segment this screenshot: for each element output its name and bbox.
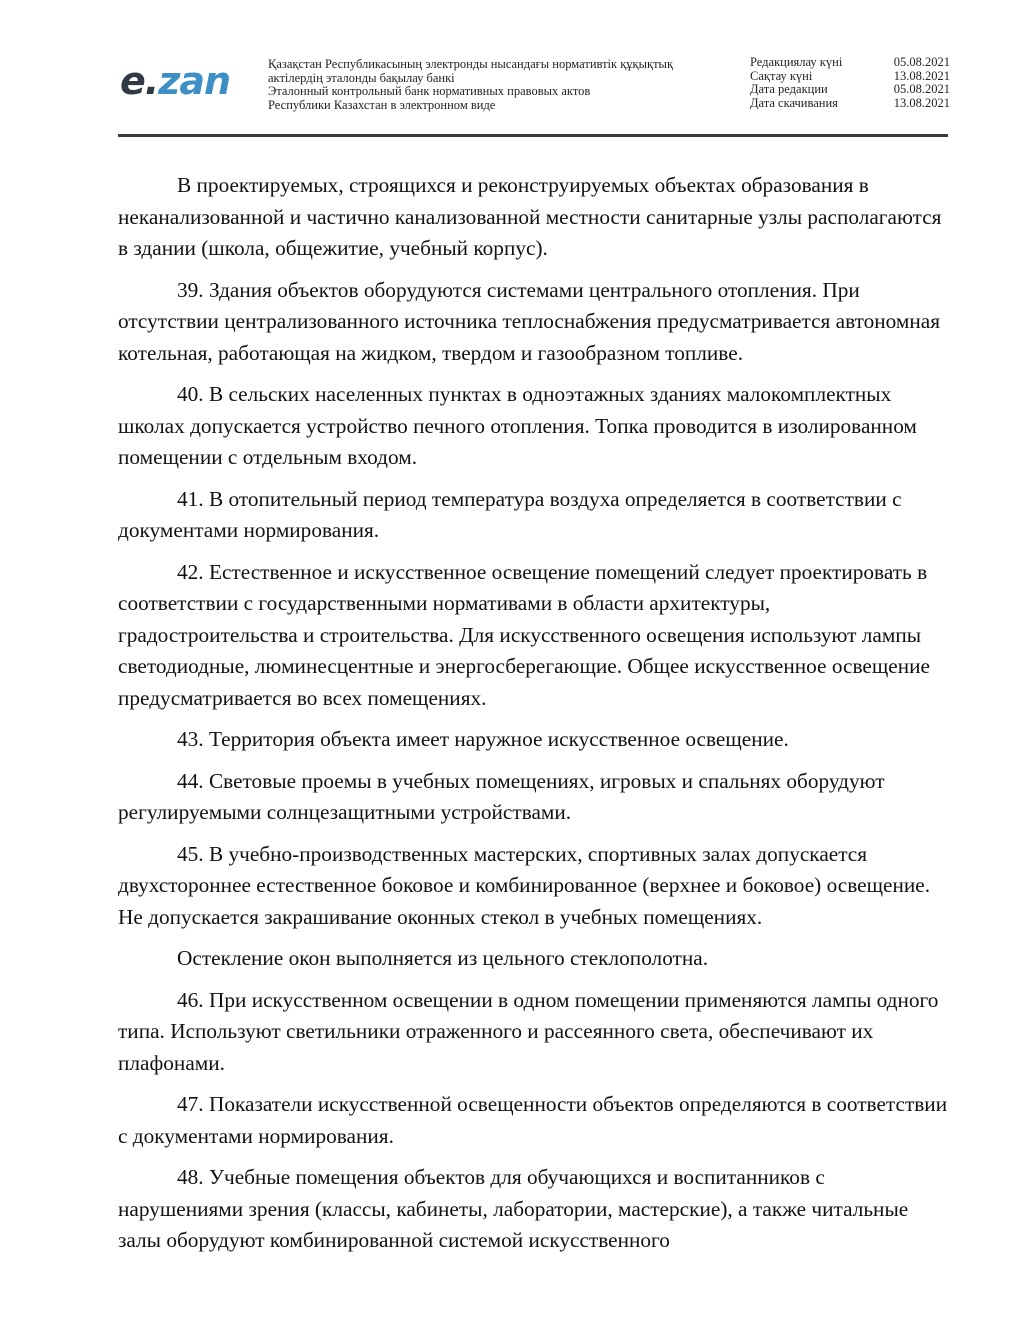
date-label: Дата редакции: [750, 82, 828, 97]
paragraph-41: 41. В отопительный период температура воздуха определяется в соответствии с документами нормирования.: [118, 486, 902, 542]
header-description-line: Қазақстан Республикасының электронды нысандағы нормативтік құқықтық: [268, 57, 674, 71]
date-label: Редакциялау күні: [750, 55, 843, 69]
date-row-save-kz: [750, 70, 950, 84]
date-row-edit-kz: [750, 56, 950, 70]
paragraph-48: 48. Учебные помещения объектов для обучающихся и воспитанников с нарушениями зрения (классы, кабинеты, лаборатории, мастерские), а также читальные залы оборудуют комбинированной системой искусственного: [118, 1165, 909, 1252]
paragraph-44: 44. Световые проемы в учебных помещениях, игровых и спальнях оборудуют регулируемыми солнцезащитными устройствами.: [118, 768, 885, 824]
paragraph-39: 39. Здания объектов оборудуются системами центрального отопления. При отсутствии централизованного источника теплоснабжения предусматривается автономная котельная, работающая на жидком, твердом и газообразном топливе.: [118, 277, 941, 365]
paragraph-43: 43. Территория объекта имеет наружное искусственное освещение.: [177, 727, 789, 751]
date-label: Дата скачивания: [750, 95, 838, 110]
paragraph-47: 47. Показатели искусственной освещенности объектов определяются в соответствии с документами нормирования.: [118, 1092, 948, 1148]
header-description-line: актілердің эталонды бақылау банкі: [268, 70, 455, 85]
paragraph-40: 40. В сельских населенных пунктах в одноэтажных зданиях малокомплектных школах допускается устройство печного отопления. Топка проводится в изолированном помещении с отдельным входом.: [118, 382, 917, 469]
paragraph-45: 45. В учебно-производственных мастерских, спортивных залах допускается двухстороннее естественное боковое и комбинированное (верхнее и боковое) освещение. Не допускается закрашивание оконных стекол в учебных помещениях.: [118, 841, 931, 929]
paragraph: В проектируемых, строящихся и реконструируемых объектах образования в неканализованной и частично канализованной местности санитарные узлы располагаются в здании (школа, общежитие, учебный корпус).: [118, 173, 942, 260]
header-description-line: Республики Казахстан в электронном виде: [268, 97, 496, 112]
header-description: [268, 58, 718, 112]
paragraph-42: 42. Естественное и искусственное освещение помещений следует проектировать в соответствии с государственными нормативами в области архитектуры, градостроительства и строительства. Для искусственного освещения используют лампы светодиодные, люминесцентные и энергосберегающие. Общее искусственное освещение предусматривается во всех помещениях.: [118, 559, 930, 710]
document-body: [118, 170, 948, 1267]
paragraph-45-continued: Остекление окон выполняется из цельного стеклополотна.: [177, 946, 709, 970]
paragraph-46: 46. При искусственном освещении в одном помещении применяются лампы одного типа. Используют светильники отраженного и рассеянного света, обеспечивают их плафонами.: [118, 987, 939, 1075]
date-value: 05.08.2021: [893, 82, 950, 97]
date-row-edit-ru: [750, 83, 950, 97]
header-dates: [750, 56, 950, 110]
date-row-download-ru: [750, 97, 950, 111]
ezan-logo: e.zan: [120, 59, 231, 103]
header-description-line: Эталонный контрольный банк нормативных правовых актов: [268, 84, 591, 98]
date-value: 13.08.2021: [893, 68, 950, 83]
date-value: 13.08.2021: [893, 95, 950, 110]
document-header: [118, 50, 948, 137]
date-label: Сақтау күні: [750, 68, 813, 83]
date-value: 05.08.2021: [893, 55, 950, 69]
